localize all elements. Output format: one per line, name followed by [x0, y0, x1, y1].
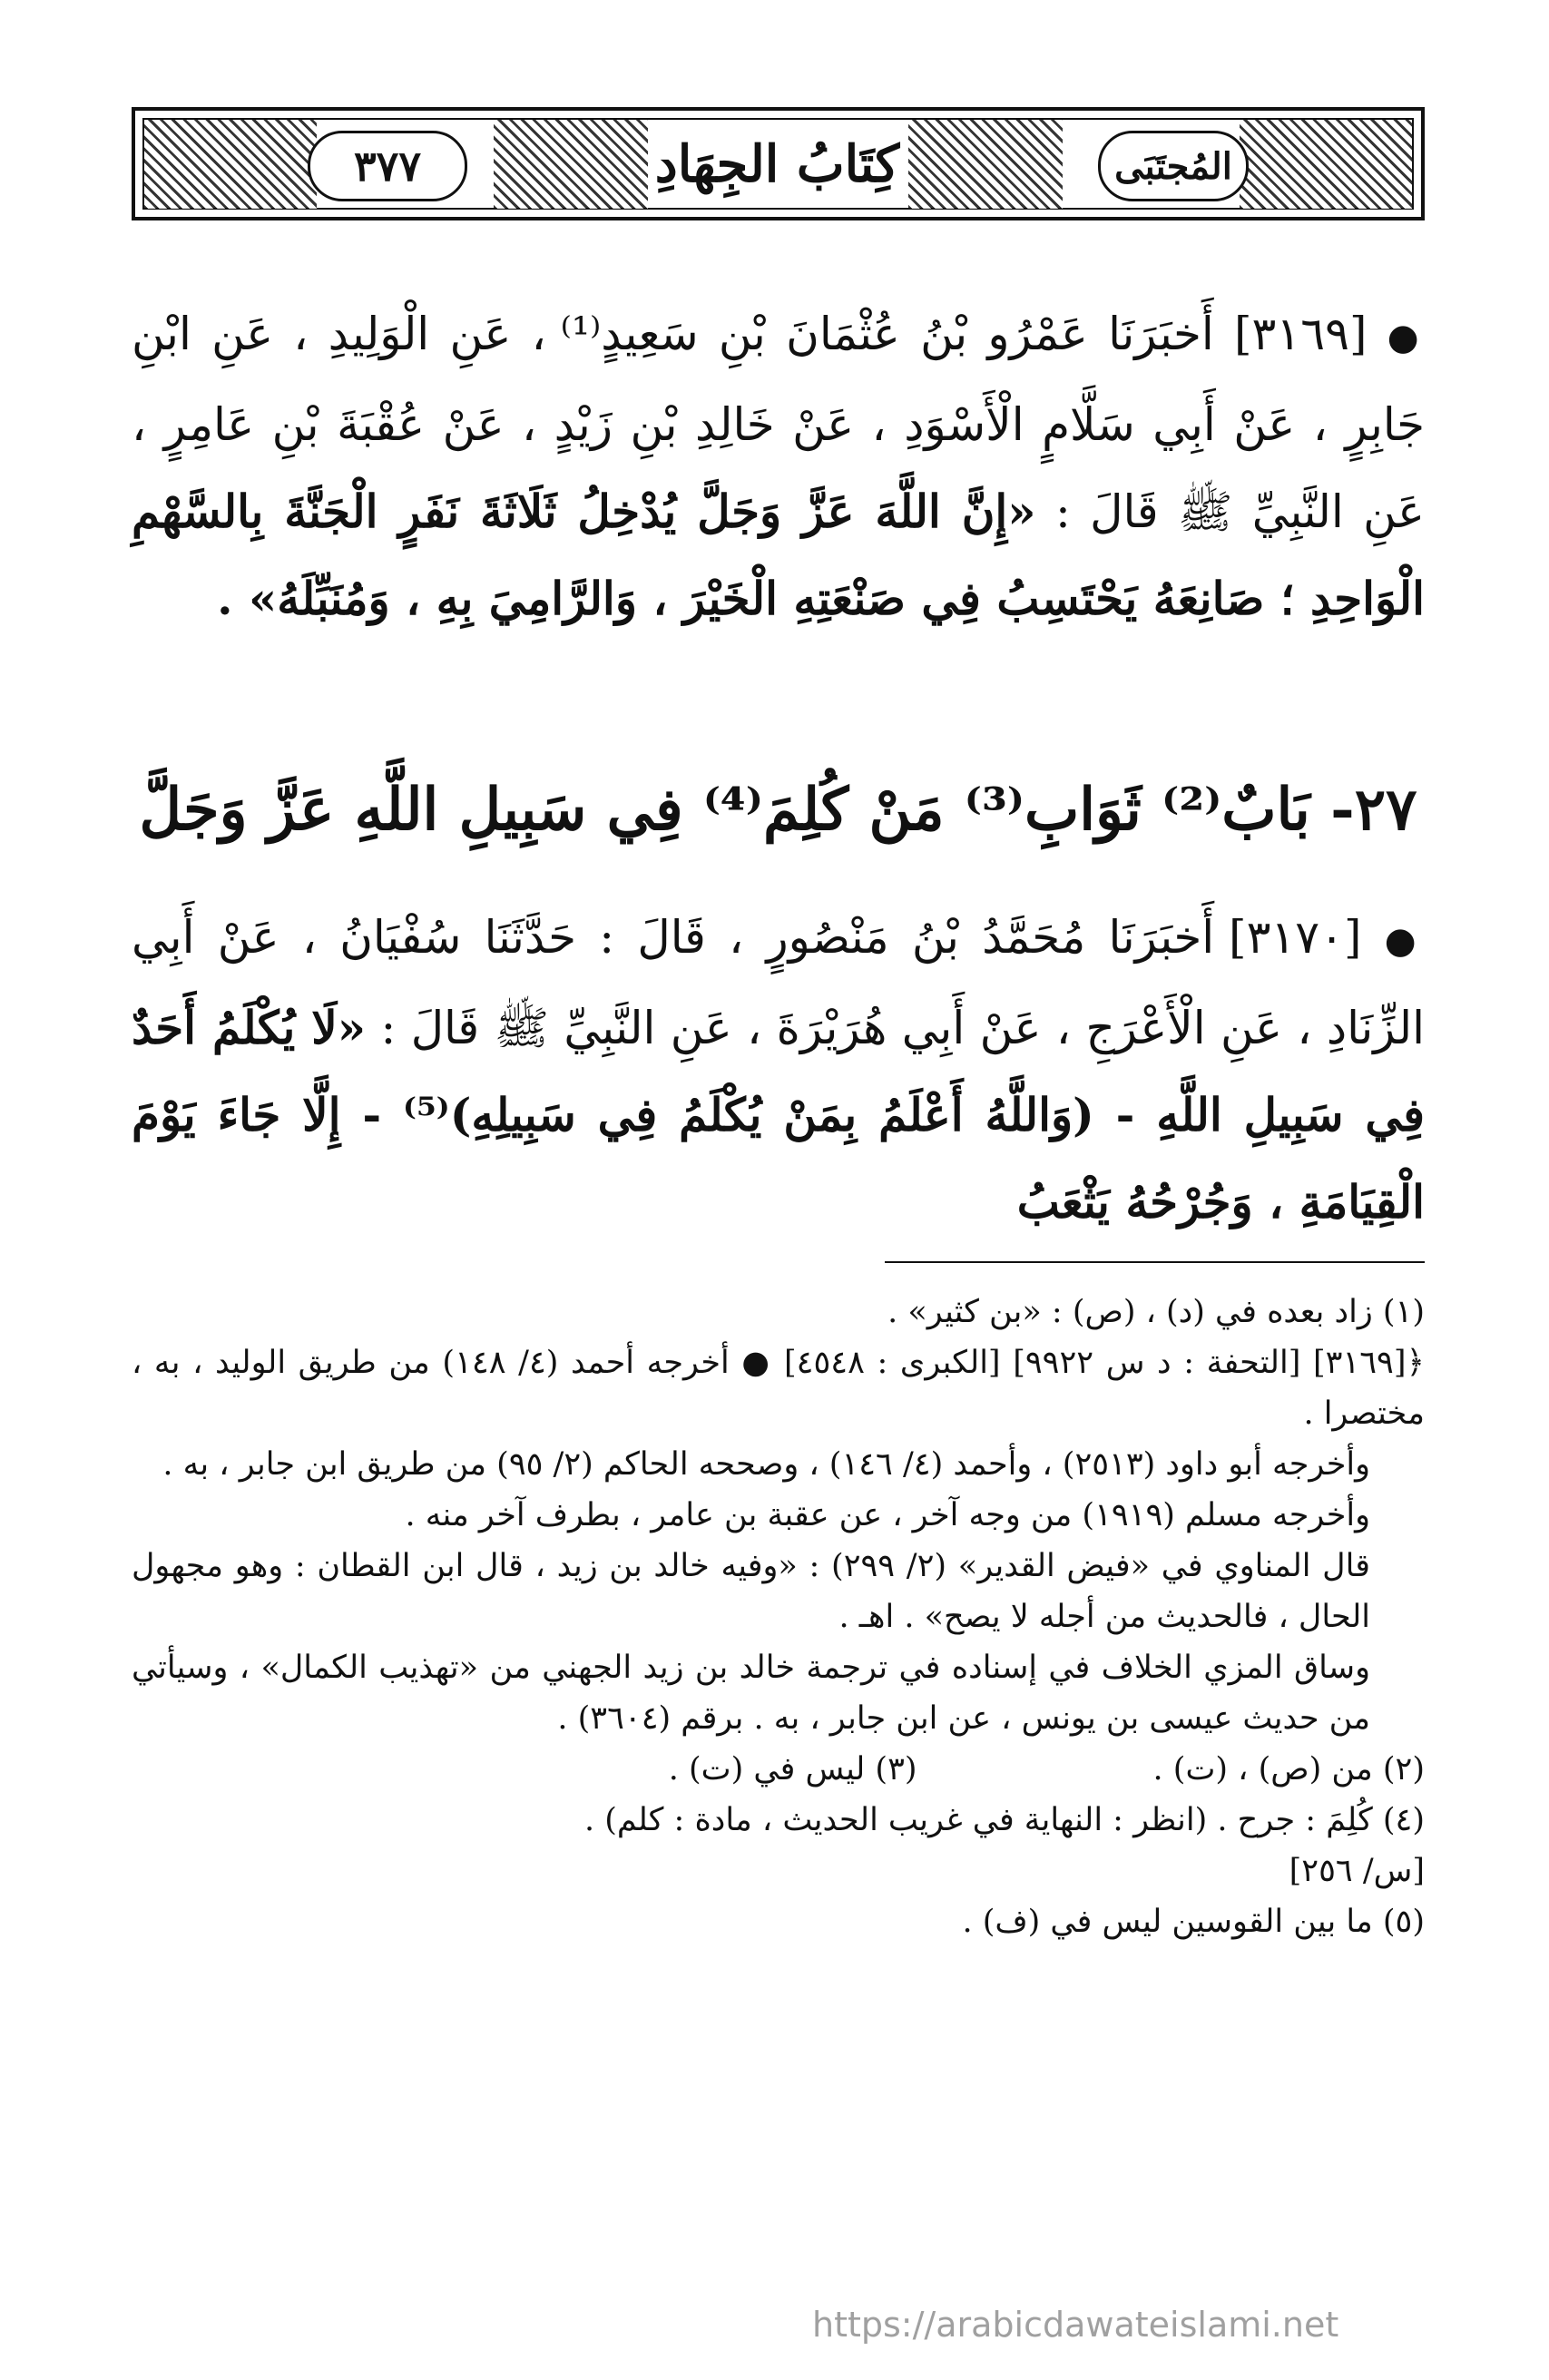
- hadith-3170: [132, 894, 1425, 1246]
- takhrij-line: وساق المزي الخلاف في إسناده في ترجمة خالد بن زيد الجهني من «تهذيب الكمال» ، وسيأتي من حديث عيسى بن يونس ، عن ابن جابر ، به . برقم (٣٦٠٤) .: [132, 1650, 1370, 1737]
- takhrij-3169: ﴿[٣١٦٩] [التحفة : د س ٩٩٢٢] [الكبرى : ٤٥٤٨] ● أخرجه أحمد (٤/ ١٤٨) من طريق الوليد ، به ، مختصرا .: [132, 1345, 1426, 1432]
- manuscript-marker: [س/ ٢٥٦]: [1289, 1853, 1425, 1889]
- hadith-isnad: [٣١٧٠] أَخبَرَنَا مُحَمَّدُ بْنُ مَنْصُورٍ ، قَالَ : حَدَّثَنَا سُفْيَانُ ، عَنْ أَبِي الزِّنَادِ ، عَنِ الْأَعْرَجِ ، عَنْ أَبِي هُرَيْرَةَ ، عَنِ النَّبِيِّ ﷺ قَالَ :: [132, 911, 1425, 1054]
- ornament-middle-right: [908, 120, 1063, 209]
- book-name: المُجتَبَى: [1098, 131, 1249, 201]
- chapter-heading: ٢٧- بَابٌ⁽²⁾ ثَوَابِ⁽³⁾ مَنْ كُلِمَ⁽⁴⁾ فِي سَبِيلِ اللَّهِ عَزَّ وَجَلَّ: [139, 776, 1417, 844]
- hadith-3169: [132, 290, 1425, 642]
- footnotes: [132, 1287, 1425, 1947]
- chapter-title: كِتَابُ الجِهَادِ: [652, 123, 902, 205]
- ornament-middle-left: [494, 120, 648, 209]
- watermark: https://arabicdawateislami.net: [812, 2305, 1339, 2345]
- takhrij-line: قال المناوي في «فيض القدير» (٢/ ٢٩٩) : «وفيه خالد بن زيد ، قال ابن القطان : وهو مجهول الحال ، فالحديث من أجله لا يصح» . اهـ .: [132, 1548, 1371, 1635]
- footnote-4: (٤) كُلِمَ : جرح . (انظر : النهاية في غريب الحديث ، مادة : كلم) .: [583, 1802, 1425, 1838]
- page-header: [132, 107, 1425, 220]
- page-number: ٣٧٧: [308, 131, 467, 201]
- footnote-1: (١) زاد بعده في (د) ، (ص) : «بن كثير» .: [887, 1294, 1425, 1330]
- footnote-2: (٢) من (ص) ، (ت) .: [1152, 1751, 1425, 1787]
- footnote-5: (٥) ما بين القوسين ليس في (ف) .: [962, 1904, 1425, 1940]
- takhrij-line: وأخرجه مسلم (١٩١٩) من وجه آخر ، عن عقبة بن عامر ، بطرف آخر منه .: [405, 1497, 1370, 1533]
- bullet: ●: [1384, 920, 1425, 962]
- bullet: ●: [1387, 317, 1425, 358]
- footnote-separator: [885, 1261, 1425, 1263]
- ornament-right: [1240, 120, 1412, 209]
- takhrij-line: وأخرجه أبو داود (٢٥١٣) ، وأحمد (٤/ ١٤٦) ، وصححه الحاكم (٢/ ٩٥) من طريق ابن جابر ، به .: [162, 1446, 1370, 1483]
- footnote-3: (٣) ليس في (ت) .: [668, 1751, 917, 1787]
- hadith-isnad: [٣١٦٩] أَخبَرَنَا عَمْرُو بْنُ عُثْمَانَ بْنِ سَعِيدٍ⁽¹⁾ ، عَنِ الْوَلِيدِ ، عَنِ ابْنِ جَابِرٍ ، عَنْ أَبِي سَلَّامٍ الْأَسْوَدِ ، عَنْ خَالِدِ بْنِ زَيْدٍ ، عَنْ عُقْبَةَ بْنِ عَامِرٍ ، عَنِ النَّبِيِّ ﷺ قَالَ :: [132, 308, 1425, 538]
- ornament-left: [144, 120, 317, 209]
- hadith-matn: «إِنَّ اللَّهَ عَزَّ وَجَلَّ يُدْخِلُ ثَلَاثَةَ نَفَرٍ الْجَنَّةَ بِالسَّهْمِ الْوَاحِدِ ؛ صَانِعَهُ يَحْتَسِبُ فِي صَنْعَتِهِ الْخَيْرَ ، وَالرَّامِيَ بِهِ ، وَمُنَبِّلَهُ» .: [132, 485, 1425, 625]
- hadith-matn: «لَا يُكْلَمُ أَحَدٌ فِي سَبِيلِ اللَّهِ - (وَاللَّهُ أَعْلَمُ بِمَنْ يُكْلَمُ فِي سَبِيلِهِ)⁽⁵⁾ - إِلَّا جَاءَ يَوْمَ الْقِيَامَةِ ، وَجُرْحُهُ يَثْعَبُ: [132, 1001, 1425, 1229]
- footnote-row: [132, 1744, 1425, 1795]
